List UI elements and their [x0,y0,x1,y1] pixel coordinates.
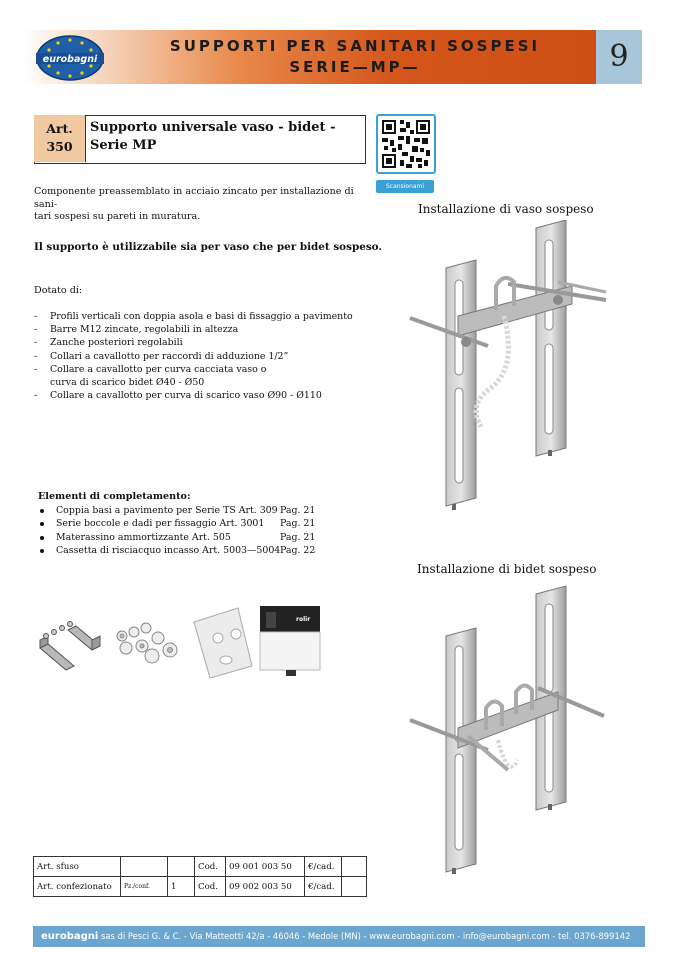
svg-text:eurobagni: eurobagni [42,54,98,65]
article-number: 350 [46,139,73,154]
feature-item: - Collare a cavallotto per curva di scarico vaso Ø90 - Ø110 [34,390,322,402]
pz-cell: Pz./conf. [121,877,168,897]
codes-table [33,856,367,897]
feature-item-continuation: curva di scarico bidet Ø40 - Ø50 [50,377,205,389]
code-cell: 09 001 003 50 [226,857,305,877]
qr-code[interactable] [376,114,436,174]
floor-bases-image [40,622,100,671]
table-row [34,857,367,877]
article-title-line-2: Serie MP [90,138,157,153]
unit-cell: €/cad. [305,877,342,897]
bushings-image [117,623,177,663]
frame-bidet-image [408,580,608,874]
page-title [150,36,560,78]
article-label: Art. [46,121,73,136]
intro-line-1: Componente preassemblato in acciaio zincato per installazione di sani- [34,186,354,210]
feature-item: - Profili verticali con doppia asola e basi di fissaggio a pavimento [34,311,353,322]
price-cell [342,877,367,897]
article-number-cell [34,115,86,162]
completamento-item: Serie boccole e dadi per fissaggio Art. 3001 Pag. 21 [38,517,328,530]
feature-item: - Collari a cavallotto per raccordi di adduzione 1/2” [34,350,289,362]
feature-item: - Barre M12 zincate, regolabili in altezza [34,324,239,336]
pz-cell [121,857,168,877]
qty-cell: 1 [168,877,195,897]
intro-line-2: tari sospesi su pareti in muratura. [34,211,201,222]
title-line-1: SUPPORTI PER SANITARI SOSPESI [169,37,541,55]
cistern-image [260,606,320,676]
qty-cell [168,857,195,877]
page-number: 9 [596,30,642,84]
footer-text: sas di Pesci G. & C. - Via Matteotti 42/a - 46046 - Medole (MN) - www.eurobagni.com - info@eurobagni.com - tel. 0376-899142 [98,931,631,941]
frame-vaso-image [408,220,608,510]
features-list [34,310,374,402]
svg-text:rolir: rolir [296,616,311,623]
cod-label: Cod. [195,877,226,897]
intro-text [34,186,364,224]
completamento-item: Coppia basi a pavimento per Serie TS Art. 309 Pag. 21 [38,504,328,517]
qr-scan-button[interactable]: Scansionami [376,180,434,193]
title-line-2: SERIE—MP— [289,58,421,76]
feature-item: - Zanche posteriori regolabili [34,337,183,349]
completamento-item: Materassino ammortizzante Art. 505 Pag. 21 [38,531,328,544]
article-title [90,119,360,155]
caption-vaso: Installazione di vaso sospeso [418,202,594,216]
accessory-images [34,604,334,684]
completamento-item: Cassetta di risciacquo incasso Art. 5003—5004 Pag. 22 [38,544,328,557]
page-ref: Pag. 22 [280,545,316,557]
sound-pad-image [194,608,252,678]
completamento-title: Elementi di completamento: [38,491,191,502]
unit-cell: €/cad. [305,857,342,877]
page-ref: Pag. 21 [280,518,316,530]
eurobagni-logo [34,34,106,82]
code-cell: 09 002 003 50 [226,877,305,897]
dotato-label: Dotato di: [34,285,83,296]
table-row [34,877,367,897]
footer-brand: eurobagni [41,931,99,942]
completamento-list [38,504,328,558]
cod-label: Cod. [195,857,226,877]
footer-bar [33,926,645,947]
page-ref: Pag. 21 [280,505,316,516]
feature-item: - Collare a cavallotto per curva cacciata vaso o [34,363,267,375]
caption-bidet: Installazione di bidet sospeso [417,562,597,576]
row-label: Art. confezionato [34,877,121,897]
bold-statement: Il supporto è utilizzabile sia per vaso che per bidet sospeso. [34,241,383,253]
price-cell [342,857,367,877]
row-label: Art. sfuso [34,857,121,877]
article-title-line-1: Supporto universale vaso - bidet - [90,120,336,135]
page-ref: Pag. 21 [280,531,316,543]
qr-pattern-icon [380,118,432,170]
